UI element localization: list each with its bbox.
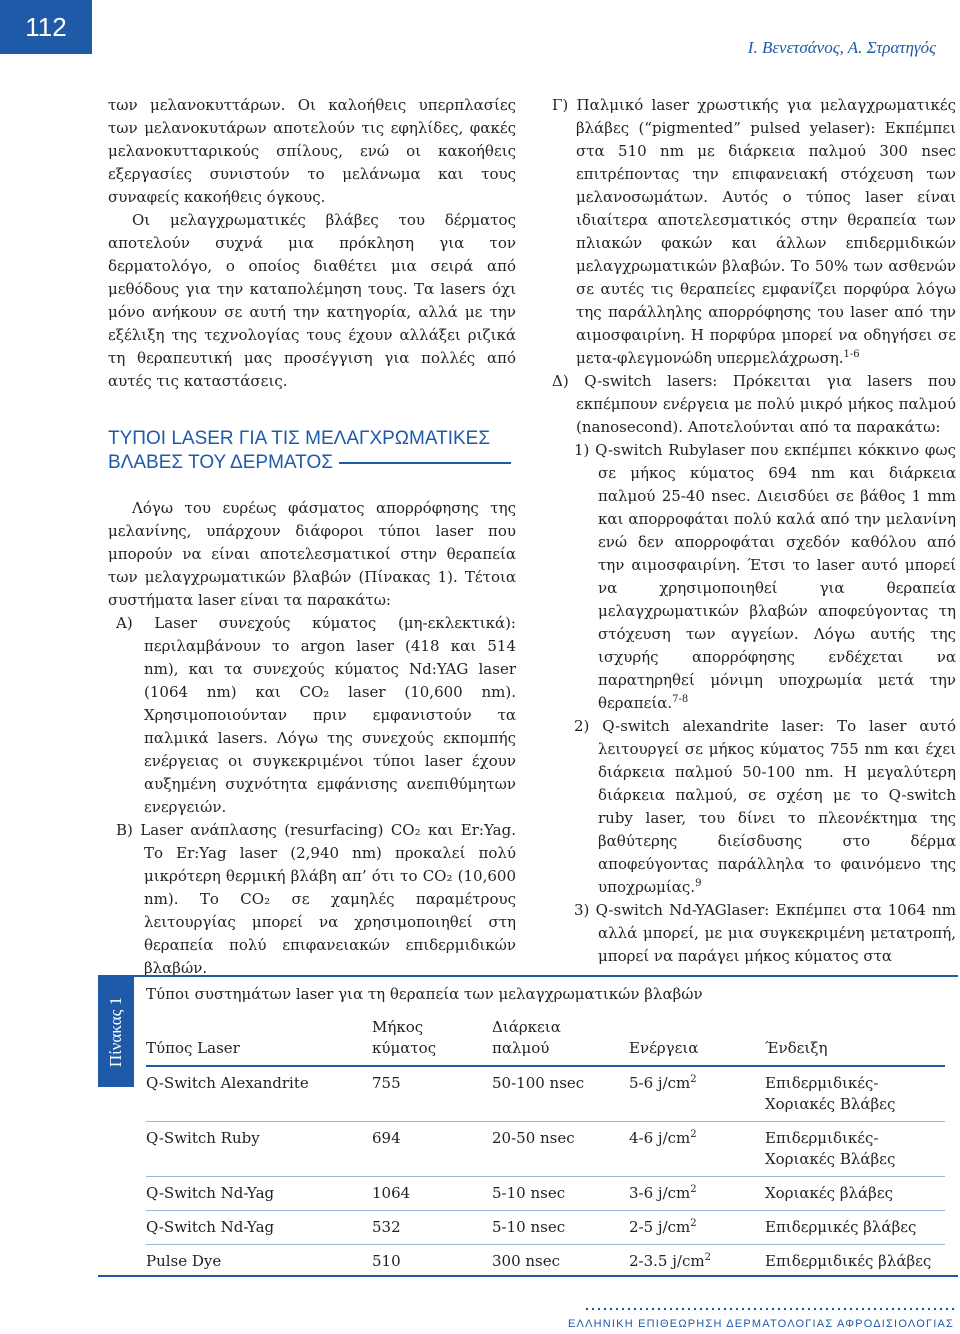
- paragraph-intro: των μελανοκυττάρων. Οι καλοήθεις υπερπλασίες των μελανοκυτάρων αποτελούν τις εφηλίδες, φακές μελανοκυτταρικούς σπίλους, ενώ οι κακοήθεις εξεργασίες συνιστούν το μελάνωμα και τους συναφείς κακοήθεις όγκους.: [108, 96, 516, 206]
- sublist-item-3: 3) Q-switch Nd-YAGlaser: Εκπέμπει στα 1064 nm αλλά μπορεί, με μια συγκεκριμένη μετατροπή, μπορεί να παράγει μήκος κύματος στα: [574, 901, 956, 965]
- reference-sup: 7-8: [672, 694, 689, 705]
- sublist-item-2: 2) Q-switch alexandrite laser: Το laser αυτό λειτουργεί σε μήκος κύματος 755 nm και έχει διάρκεια παλμού 50-100 nm. Η μεγαλύτερη διάρκεια παλμού, σε σχέση με το Q-switch ruby laser, του δίνει το πλεονέκτημα της βαθύτερης διείσδυσης στο δέρμα αποφεύγοντας παράλληλα το φαινόμενο της υποχρωμίας.$^9$: [574, 717, 956, 896]
- table-row: Q-Switch Nd-Yag 1064 5-10 nsec 3-6 $j/cm^2$ Χοριακές βλάβες: [146, 1177, 945, 1211]
- list-item-b: Β) Laser ανάπλασης (resurfacing) CO₂ και Er:Yag. Το Er:Yag laser (2,940 nm) προκαλεί πολύ μικρότερη θερμική βλάβη απ’ ότι το CO₂ (10,600 nm). Το CO₂ σε χαμηλές παραμέτρους λειτουργίας μπορεί να χρησιμοποιηθεί στη θεραπεία πολύ επιφανειακών επιδερμιδικών βλαβών.: [116, 821, 516, 977]
- list-item-d: Δ) Q-switch lasers: Πρόκειται για lasers που εκπέμπουν ενέργεια με πολύ μικρό μήκος παλμού (nanosecond). Αποτελούνται από τα παρακάτω:: [552, 372, 956, 436]
- header-indication: Ένδειξη: [765, 1017, 945, 1066]
- header-wavelength: Μήκος κύματος: [372, 1017, 492, 1066]
- header-pulse: Διάρκεια παλμού: [492, 1017, 629, 1066]
- footer-journal-title: ΕΛΛΗΝΙΚΗ ΕΠΙΘΕΩΡΗΣΗ ΔΕΡΜΑΤΟΛΟΓΙΑΣ ΑΦΡΟΔΙΣΙΟΛΟΓΙΑΣ: [568, 1318, 954, 1330]
- heading-rule: [339, 462, 511, 464]
- section-heading-line2: ΒΛΑΒΕΣ ΤΟΥ ΔΕΡΜΑΤΟΣ: [108, 452, 333, 473]
- table-row: Q-Switch Nd-Yag 532 5-10 nsec 2-5 $j/cm^2$ Επιδερμικές βλάβες: [146, 1211, 945, 1245]
- section-heading: [108, 427, 516, 475]
- header-type: Τύπος Laser: [146, 1017, 372, 1066]
- list-item-g: Γ) Παλμικό laser χρωστικής για μελαγχρωματικές βλάβες (“pigmented” pulsed yelaser): Εκπέμπει στα 510 nm με διάρκεια παλμού 300 nsec επιτρέποντας την επιφανειακή στόχευση των μελανοσωμάτων. Αυτός ο τύπος laser είναι ιδιαίτερα αποτελεσματικός στην θεραπεία των πλιακών φακών και άλλων επιδερμιδικών μελαγχρωματικών βλαβών. Το 50% των ασθενών σε αυτές τις θεραπείες εμφανίζει πορφύρα λόγω της παράλληλης απορρόφησης του laser από την αιμοσφαιρίνη. Η πορφύρα μπορεί να οδηγήσει σε μετα-φλεγμονώδη υπερμελάχρωση.$^{1-6}$: [552, 96, 956, 367]
- reference-sup: 1-6: [843, 349, 860, 360]
- table-header-row: [146, 1017, 945, 1066]
- header-energy: Ενέργεια: [629, 1017, 765, 1066]
- table-side-label: Πίνακας 1: [98, 977, 134, 1087]
- sublist-item-1: 1) Q-switch Rubylaser που εκπέμπει κόκκινο φως σε μήκος κύματος 694 nm και διάρκεια παλμού 25-40 nsec. Διεισδύει σε βάθος 1 mm και απορροφάται πολύ καλά από την μελανίνη ενώ δεν απορροφάται σχεδόν καθόλου από την αιμοσφαιρίνη. Έτσι το laser αυτό μπορεί να χρησιμοποιηθεί για θεραπεία μελαγχρωματικών βλαβών αποφεύγοντας τη στόχευση των αγγείων. Λόγω αυτής της ισχυρής απορρόφησης ενδέχεται να παρατηρηθεί μόνιμη υποχρωμία μετά την θεραπεία.$^{7-8}$: [574, 441, 956, 712]
- left-column: [108, 94, 516, 980]
- laser-table: [146, 1017, 945, 1278]
- table-caption: Τύποι συστημάτων laser για τη θεραπεία των μελαγχρωματικών βλαβών: [146, 985, 703, 1003]
- table-row: Q-Switch Ruby 694 20-50 nsec 4-6 $j/cm^2$ Επιδερμιδικές- Χοριακές Βλάβες: [146, 1122, 945, 1177]
- running-header-authors: Ι. Βενετσάνος, Α. Στρατηγός: [747, 38, 936, 57]
- page-number: 112: [0, 0, 92, 54]
- table-row: Q-Switch Alexandrite 755 50-100 nsec 5-6 $j/cm^2$ Επιδερμιδικές- Χοριακές Βλάβες: [146, 1066, 945, 1122]
- footer-dot-pattern: [584, 1306, 954, 1314]
- reference-sup: 9: [695, 878, 702, 889]
- table-1: [98, 975, 958, 1277]
- paragraph-challenge: Οι μελαγχρωματικές βλάβες του δέρματος αποτελούν συχνά μια πρόκληση για τον δερματολόγο, ο οποίος διαθέτει μια σειρά από μεθόδους για την καταπολέμηση τους. Τα lasers όχι μόνο ανήκουν σε αυτή την κατηγορία, αλλά με την εξέλιξη της τεχνολογίας τους έχουν αλλάξει ριζικά τη θεραπευτική μας προσέγγιση για πολλές από αυτές τις καταστάσεις.: [108, 211, 516, 390]
- paragraph-types: Λόγω του ευρέως φάσματος απορρόφησης της μελανίνης, υπάρχουν διάφοροι τύποι laser που μπορούν να είναι αποτελεσματικοί στην θεραπεία των μελαγχρωματικών βλαβών (Πίνακας 1). Τέτοια συστήματα laser είναι τα παρακάτω:: [108, 499, 516, 609]
- table-row: Pulse Dye 510 300 nsec 2-3.5 $j/cm^2$ Επιδερμιδικές βλάβες: [146, 1252, 932, 1270]
- list-item-a: Α) Laser συνεχούς κύματος (μη-εκλεκτικά): περιλαμβάνουν το argon laser (418 και 514 nm), και τα συνεχούς κύματος Nd:YAG laser (1064 nm) και CO₂ laser (10,600 nm). Χρησιμοποιούνταν πριν εμφανιστούν τα παλμικά lasers. Λόγω της συνεχούς εκπομπής ενέργειας οι συγκεκριμένοι τύποι laser έχουν αυξημένη συχνότητα εμφάνισης ανεπιθύμητων ενεργειών.: [116, 614, 516, 816]
- section-heading-line1: ΤΥΠΟΙ LASER ΓΙΑ ΤΙΣ ΜΕΛΑΓΧΡΩΜΑΤΙΚΕΣ: [108, 428, 491, 449]
- right-column: [552, 94, 956, 968]
